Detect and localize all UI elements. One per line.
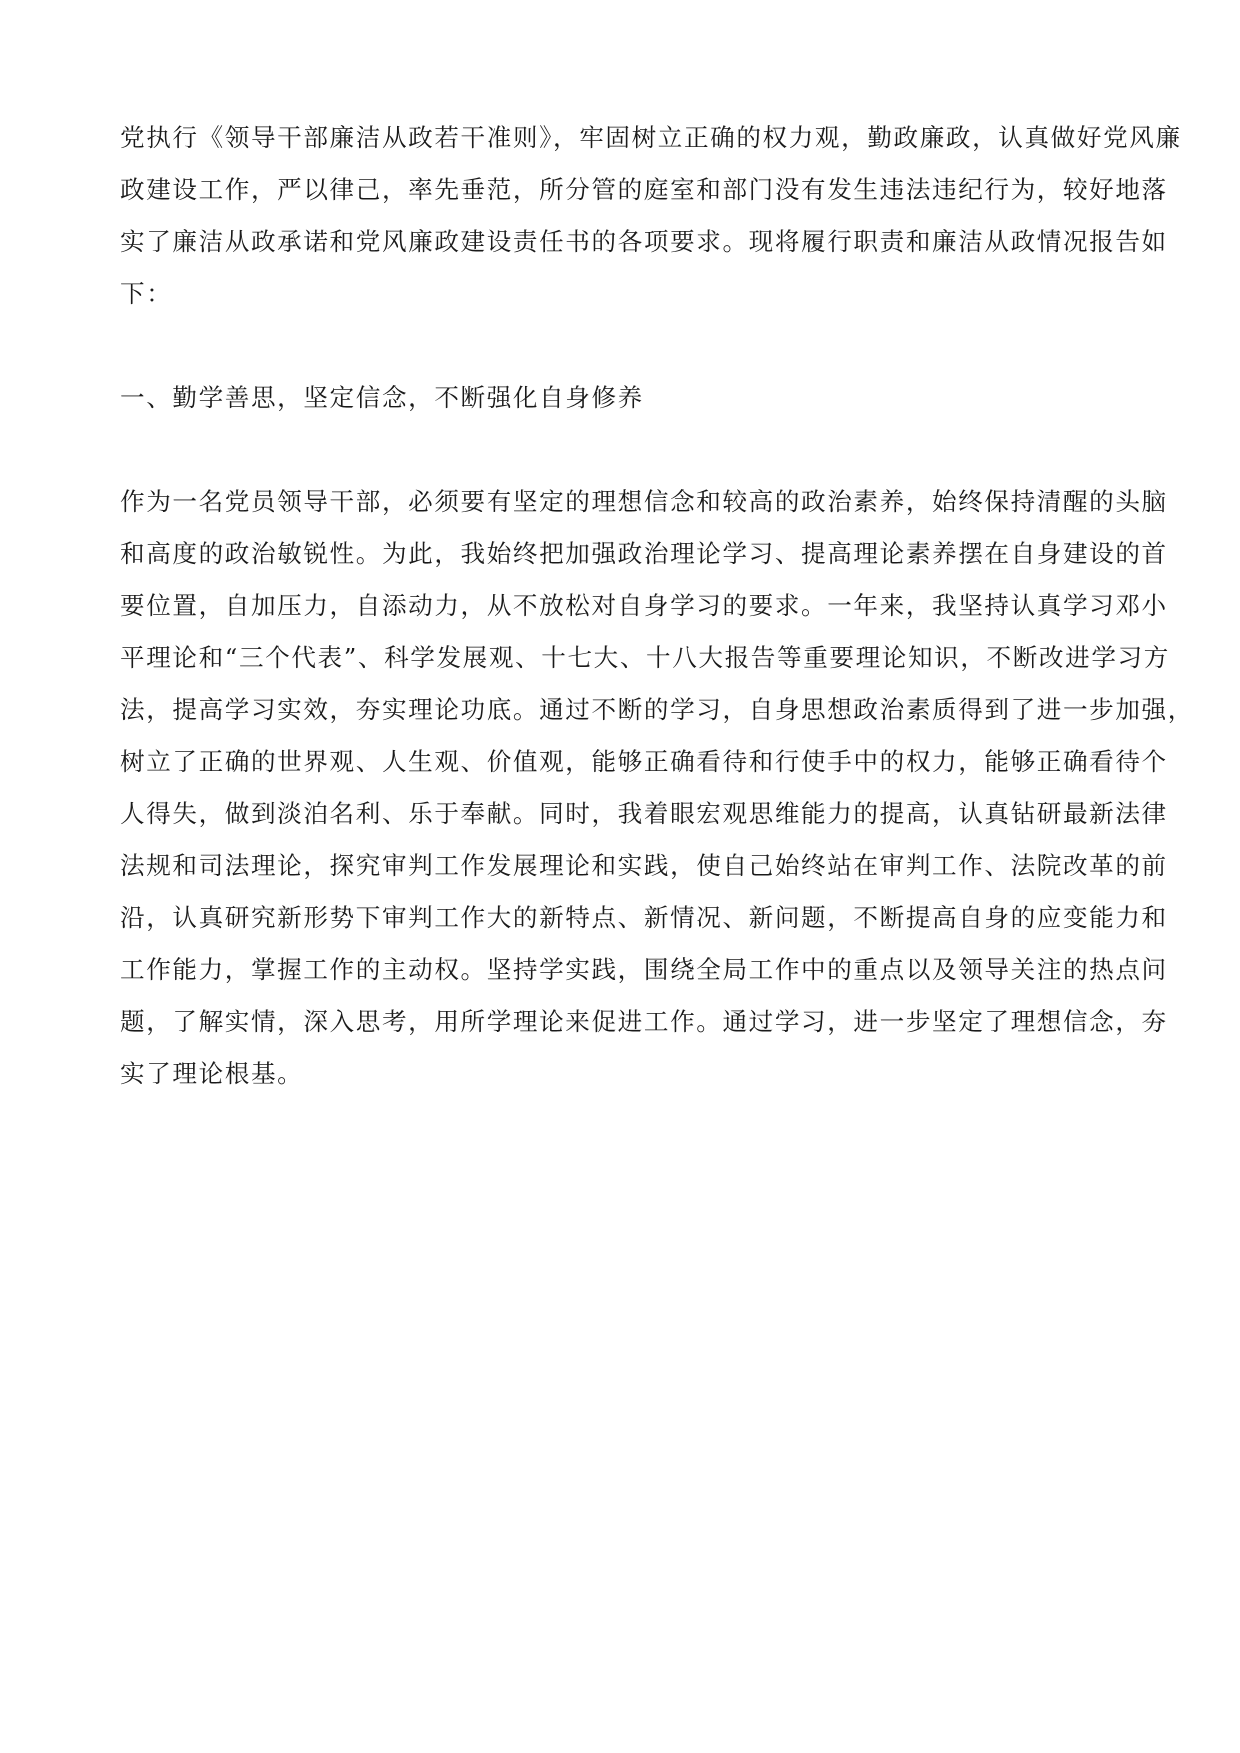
section-heading-text: 一、勤学善思，坚定信念，不断强化自身修养 [120, 383, 644, 412]
text-line: 工作能力，掌握工作的主动权。坚持学实践，围绕全局工作中的重点以及领导关注的热点问 [120, 955, 1168, 984]
text-line: 沿，认真研究新形势下审判工作大的新特点、新情况、新问题，不断提高自身的应变能力和 [120, 903, 1168, 932]
text-line: 党执行《领导干部廉洁从政若干准则》，牢固树立正确的权力观，勤政廉政，认真做好党风廉 [120, 123, 1182, 152]
text-line: 作为一名党员领导干部，必须要有坚定的理想信念和较高的政治素养，始终保持清醒的头脑 [120, 487, 1168, 516]
text-line: 要位置，自加压力，自添动力，从不放松对自身学习的要求。一年来，我坚持认真学习邓小 [120, 591, 1168, 620]
text-line: 下： [120, 279, 173, 308]
document-page [120, 112, 1194, 1100]
text-line: 题，了解实情，深入思考，用所学理论来促进工作。通过学习，进一步坚定了理想信念，夯 [120, 1007, 1168, 1036]
intro-paragraph [120, 112, 1182, 320]
paragraph-spacer [120, 424, 1123, 476]
text-line: 和高度的政治敏锐性。为此，我始终把加强政治理论学习、提高理论素养摆在自身建设的首 [120, 539, 1168, 568]
text-line: 法，提高学习实效，夯实理论功底。通过不断的学习，自身思想政治素质得到了进一步加强， [120, 695, 1194, 724]
text-line: 树立了正确的世界观、人生观、价值观，能够正确看待和行使手中的权力，能够正确看待个 [120, 747, 1168, 776]
text-line: 政建设工作，严以律己，率先垂范，所分管的庭室和部门没有发生违法违纪行为，较好地落 [120, 175, 1168, 204]
text-line: 平理论和“三个代表”、科学发展观、十七大、十八大报告等重要理论知识，不断改进学习方 [120, 643, 1170, 672]
body-paragraph [120, 476, 1194, 1100]
section-heading [120, 372, 1123, 424]
text-line: 人得失，做到淡泊名利、乐于奉献。同时，我着眼宏观思维能力的提高，认真钻研最新法律 [120, 799, 1168, 828]
text-line: 法规和司法理论，探究审判工作发展理论和实践，使自己始终站在审判工作、法院改革的前 [120, 851, 1168, 880]
text-line: 实了理论根基。 [120, 1059, 304, 1088]
text-line: 实了廉洁从政承诺和党风廉政建设责任书的各项要求。现将履行职责和廉洁从政情况报告如 [120, 227, 1168, 256]
paragraph-spacer [120, 320, 1123, 372]
